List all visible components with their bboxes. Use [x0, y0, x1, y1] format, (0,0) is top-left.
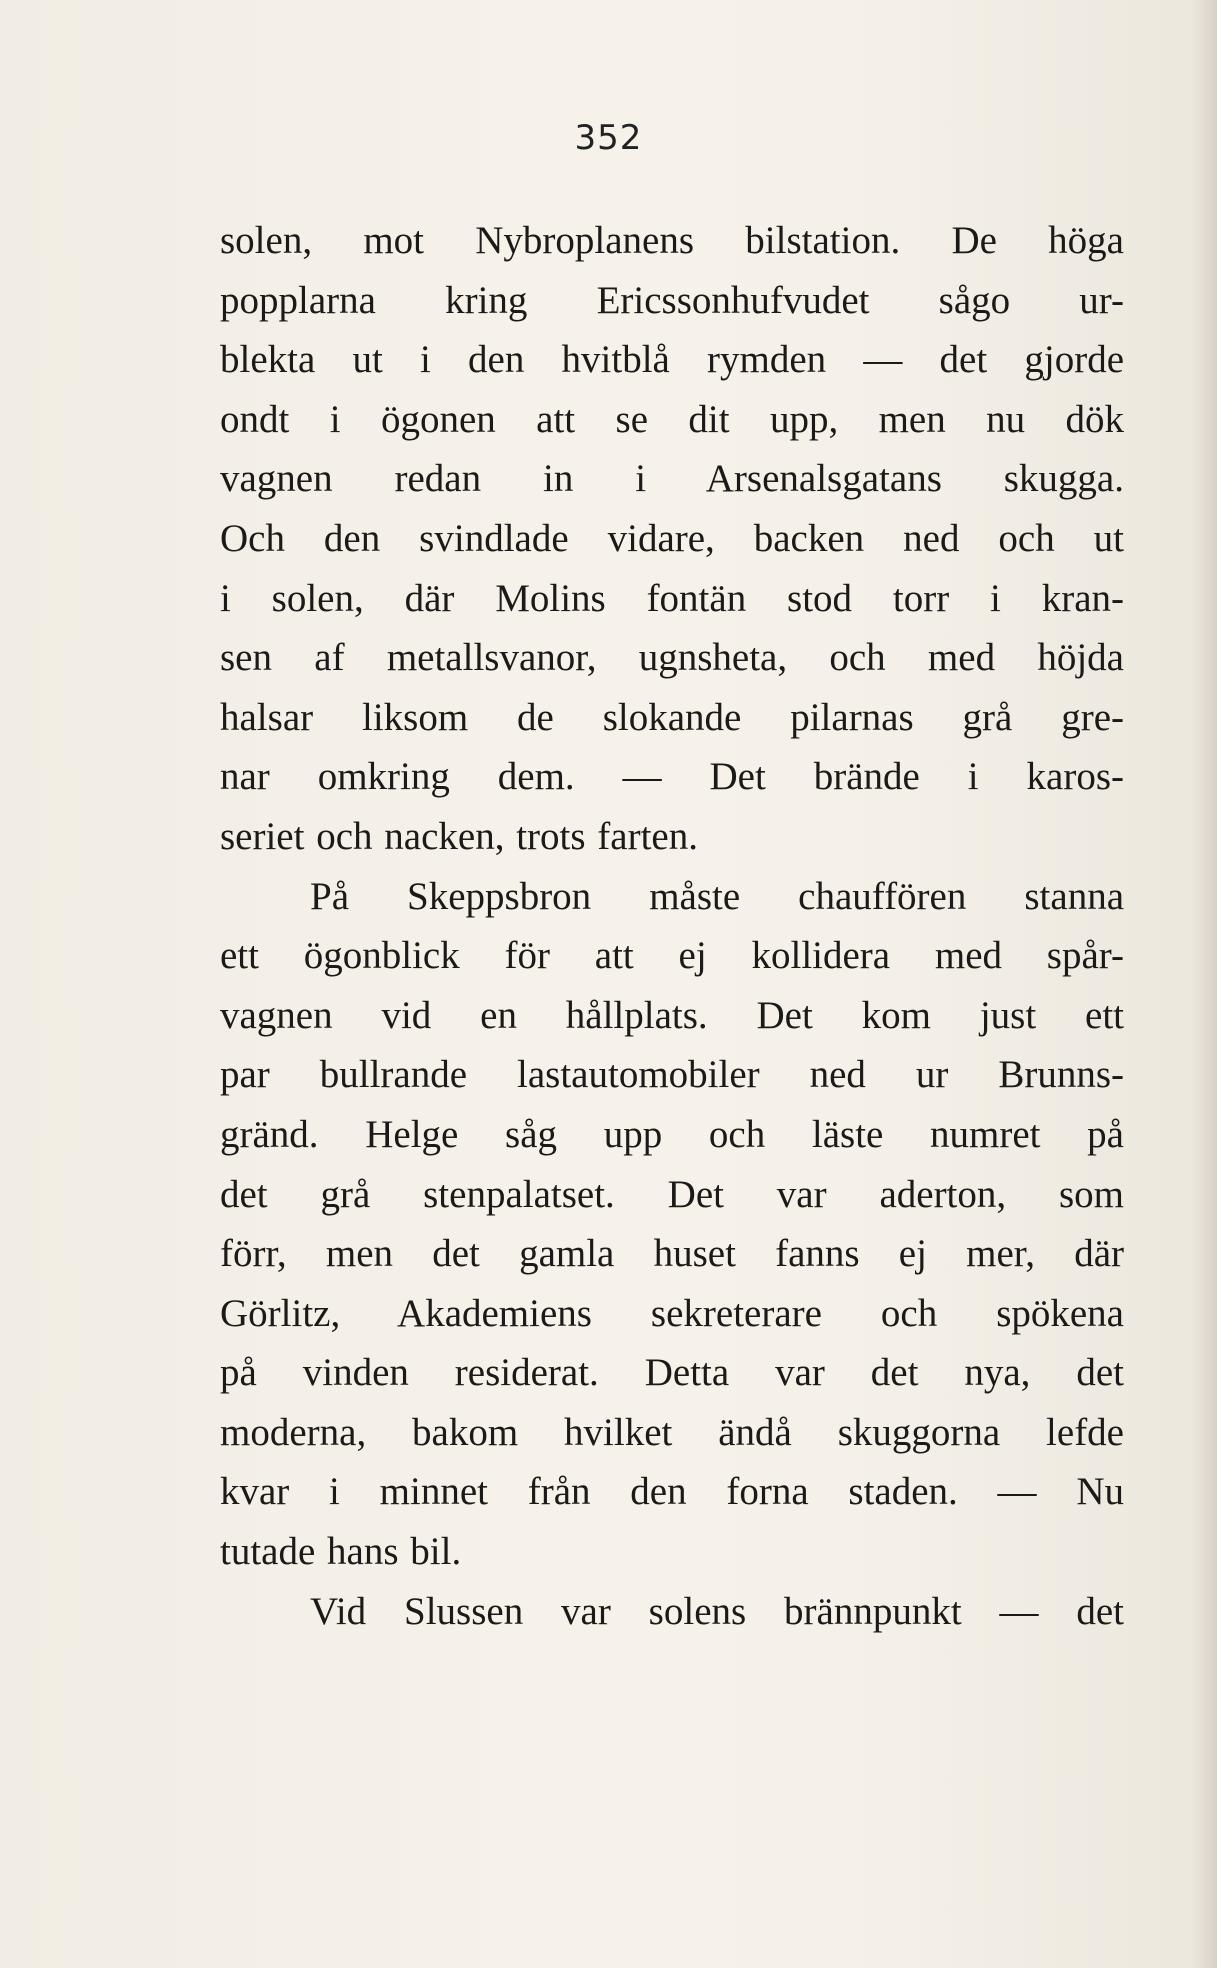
- text-line: Och den svindlade vidare, backen ned och ut: [220, 516, 1124, 560]
- text-line: På Skeppsbron måste chauffören stanna: [310, 874, 1124, 918]
- text-line: seriet och nacken, trots farten.: [220, 814, 698, 858]
- text-line: på vinden residerat. Detta var det nya, det: [220, 1351, 1124, 1395]
- text-line: Görlitz, Akademiens sekreterare och spökena: [220, 1291, 1124, 1335]
- text-line: ondt i ögonen att se dit upp, men nu dök: [220, 397, 1124, 441]
- text-line: tutade hans bil.: [220, 1530, 462, 1574]
- page-edge-shadow: [1191, 0, 1217, 1968]
- text-line: förr, men det gamla huset fanns ej mer, där: [220, 1232, 1124, 1276]
- body-text: [220, 211, 1124, 1641]
- text-line: nar omkring dem. — Det brände i karos-: [220, 755, 1124, 799]
- text-line: ett ögonblick för att ej kollidera med spår-: [220, 934, 1124, 978]
- text-line: i solen, där Molins fontän stod torr i kran-: [220, 576, 1124, 620]
- text-line: popplarna kring Ericssonhufvudet sågo ur-: [220, 278, 1124, 322]
- page-number: 352: [574, 118, 643, 158]
- text-line: par bullrande lastautomobiler ned ur Brunns-: [220, 1053, 1124, 1097]
- text-line: moderna, bakom hvilket ändå skuggorna lefde: [220, 1410, 1124, 1454]
- text-line: det grå stenpalatset. Det var aderton, som: [220, 1172, 1124, 1216]
- text-line: vagnen vid en hållplats. Det kom just ett: [220, 993, 1124, 1037]
- text-line: halsar liksom de slokande pilarnas grå gre-: [220, 695, 1124, 739]
- text-line: sen af metallsvanor, ugnsheta, och med höjda: [220, 636, 1124, 680]
- text-line: blekta ut i den hvitblå rymden — det gjorde: [220, 338, 1124, 382]
- text-line: solen, mot Nybroplanens bilstation. De höga: [220, 219, 1124, 262]
- text-line: kvar i minnet från den forna staden. — Nu: [220, 1470, 1124, 1514]
- text-line: gränd. Helge såg upp och läste numret på: [220, 1112, 1124, 1156]
- text-line: vagnen redan in i Arsenalsgatans skugga.: [220, 457, 1124, 501]
- text-line: Vid Slussen var solens brännpunkt — det: [310, 1589, 1124, 1633]
